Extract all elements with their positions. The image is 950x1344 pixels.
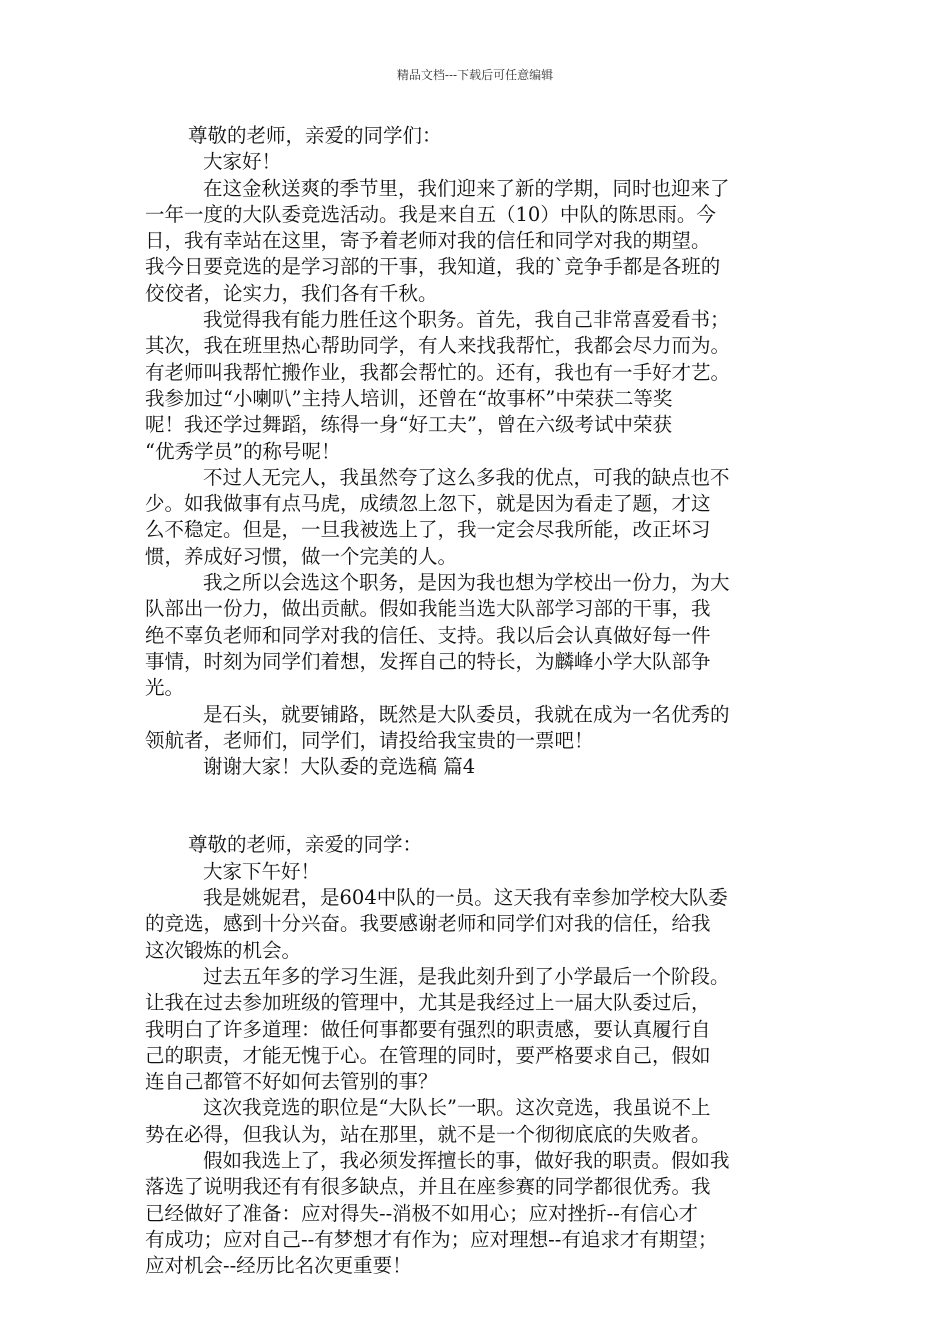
text-line: 领航者，老师们，同学们，请投给我宝贵的一票吧！: [145, 728, 594, 752]
text-line: 队部出一份力，做出贡献。假如我能当选大队部学习部的干事，我: [145, 597, 711, 621]
text-line: 谢谢大家！大队委的竞选稿 篇4: [203, 755, 476, 779]
text-line: 在这金秋送爽的季节里，我们迎来了新的学期，同时也迎来了: [203, 176, 730, 200]
greeting-2: 尊敬的老师，亲爱的同学：: [188, 833, 423, 857]
text-line: 连自己都管不好如何去管别的事？: [145, 1070, 438, 1094]
text-line: 有老师叫我帮忙搬作业，我都会帮忙的。还有，我也有一手好才艺。: [145, 360, 731, 384]
text-line: 光。: [145, 676, 185, 700]
page-header: 精品文档---下载后可任意编辑: [396, 68, 554, 82]
text-line: 这次锻炼的机会。: [145, 938, 302, 962]
text-line: 我参加过“小喇叭”主持人培训，还曾在“故事杯”中荣获二等奖: [145, 386, 673, 410]
hello-1: 大家好！: [203, 150, 282, 174]
text-line: 应对机会--经历比名次更重要！: [145, 1254, 412, 1278]
text-line: 绝不辜负老师和同学对我的信任、支持。我以后会认真做好每一件: [145, 623, 711, 647]
text-line: 佼佼者，论实力，我们各有千秋。: [145, 281, 438, 305]
text-line: 少。如我做事有点马虎，成绩忽上忽下，就是因为看走了题，才这: [145, 492, 711, 516]
text-line: 让我在过去参加班级的管理中，尤其是我经过上一届大队委过后，: [145, 991, 711, 1015]
text-line: 落选了说明我还有有很多缺点，并且在座参赛的同学都很优秀。我: [145, 1175, 711, 1199]
hello-2: 大家下午好！: [203, 859, 321, 883]
text-line: 这次我竞选的职位是“大队长”一职。这次竞选，我虽说不上: [203, 1096, 711, 1120]
text-line: 是石头，就要铺路，既然是大队委员，我就在成为一名优秀的: [203, 702, 730, 726]
text-line: 一年一度的大队委竞选活动。我是来自五（10）中队的陈思雨。今: [145, 202, 716, 226]
text-line: 已经做好了准备：应对得失--消极不如用心；应对挫折--有信心才: [145, 1201, 698, 1225]
text-line: 过去五年多的学习生涯，是我此刻升到了小学最后一个阶段。: [203, 964, 730, 988]
text-line: 我觉得我有能力胜任这个职务。首先，我自己非常喜爱看书；: [203, 308, 730, 332]
text-line: 其次，我在班里热心帮助同学，有人来找我帮忙，我都会尽力而为。: [145, 334, 731, 358]
text-line: 的竞选，感到十分兴奋。我要感谢老师和同学们对我的信任，给我: [145, 912, 711, 936]
text-line: 我今日要竞选的是学习部的干事，我知道，我的`竞争手都是各班的: [145, 255, 721, 279]
text-line: 我之所以会选这个职务，是因为我也想为学校出一份力，为大: [203, 571, 730, 595]
text-line: 我明白了许多道理：做任何事都要有强烈的职责感，要认真履行自: [145, 1017, 711, 1041]
text-line: 事情，时刻为同学们着想，发挥自己的特长，为麟峰小学大队部争: [145, 649, 711, 673]
text-line: 己的职责，才能无愧于心。在管理的同时，要严格要求自己，假如: [145, 1043, 711, 1067]
document-body: [145, 123, 815, 1279]
text-line: 惯，养成好习惯，做一个完美的人。: [145, 544, 458, 568]
text-line: 势在必得，但我认为，站在那里，就不是一个彻彻底底的失败者。: [145, 1122, 711, 1146]
text-line: 我是姚妮君，是604中队的一员。这天我有幸参加学校大队委: [203, 886, 728, 910]
text-line: 呢！我还学过舞蹈，练得一身“好工夫”，曾在六级考试中荣获: [145, 413, 672, 437]
text-line: 假如我选上了，我必须发挥擅长的事，做好我的职责。假如我: [203, 1148, 730, 1172]
text-line: 有成功；应对自己--有梦想才有作为；应对理想--有追求才有期望；: [145, 1227, 718, 1251]
text-line: 日，我有幸站在这里，寄予着老师对我的信任和同学对我的期望。: [145, 229, 711, 253]
text-line: “优秀学员”的称号呢！: [145, 439, 341, 463]
greeting-1: 尊敬的老师，亲爱的同学们：: [188, 124, 442, 147]
section-gap: [145, 780, 815, 832]
text-line: 么不稳定。但是，一旦我被选上了，我一定会尽我所能，改正坏习: [145, 518, 711, 542]
text-line: 不过人无完人，我虽然夸了这么多我的优点，可我的缺点也不: [203, 465, 730, 489]
